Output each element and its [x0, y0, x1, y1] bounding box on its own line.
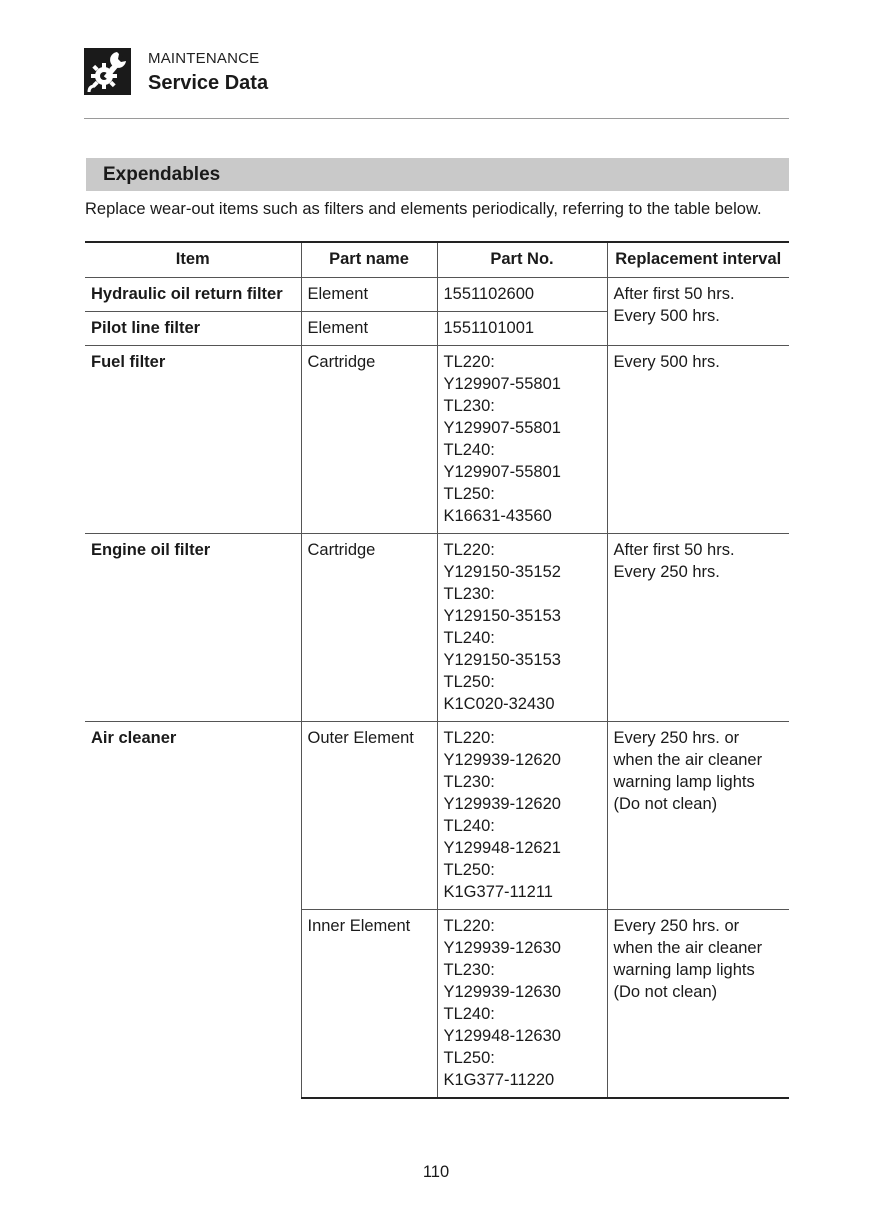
item-cell: Fuel filter: [85, 346, 301, 534]
item-cell: Air cleaner: [85, 722, 301, 1099]
part-no-cell: [437, 534, 607, 722]
interval-cell: [607, 910, 789, 1099]
interval-line: Every 250 hrs.: [613, 563, 720, 581]
interval-line: warning lamp lights: [613, 961, 755, 979]
part-no-line: Y129150-35153: [443, 651, 561, 669]
section-label: MAINTENANCE: [148, 50, 260, 67]
part-no-line: Y129948-12621: [443, 839, 561, 857]
interval-cell: [607, 278, 789, 346]
part-no-line: TL250:: [443, 1049, 495, 1067]
part-no-cell: [437, 312, 607, 346]
part-no-cell: [437, 346, 607, 534]
column-header-replacement-interval: Replacement interval: [607, 242, 789, 278]
header-divider: [84, 118, 789, 119]
page-number: 110: [422, 1163, 450, 1181]
page-title: Service Data: [148, 72, 269, 94]
part-no-cell: [437, 910, 607, 1099]
interval-line: After first 50 hrs.: [613, 541, 735, 559]
part-no-line: 1551101001: [443, 319, 535, 337]
table-row: [85, 722, 789, 910]
interval-cell: [607, 534, 789, 722]
interval-line: warning lamp lights: [613, 773, 755, 791]
part-no-line: TL230:: [443, 397, 495, 415]
part-no-line: TL240:: [443, 1005, 495, 1023]
part-no-line: 1551102600: [443, 285, 535, 303]
item-cell: Hydraulic oil return filter: [85, 278, 301, 312]
part-name-cell: Element: [301, 312, 437, 346]
table-row: [85, 278, 789, 312]
expendables-table: [85, 241, 789, 1099]
part-no-line: TL240:: [443, 817, 495, 835]
part-no-line: Y129150-35152: [443, 563, 561, 581]
part-name-cell: Element: [301, 278, 437, 312]
part-no-line: Y129948-12630: [443, 1027, 561, 1045]
section-heading: Expendables: [103, 164, 221, 185]
section-heading-bar: [86, 158, 789, 191]
part-no-line: Y129907-55801: [443, 375, 561, 393]
column-header-part-name: Part name: [301, 242, 437, 278]
part-no-cell: [437, 278, 607, 312]
interval-line: Every 500 hrs.: [613, 353, 720, 371]
part-no-line: Y129939-12620: [443, 751, 561, 769]
part-no-line: K16631-43560: [443, 507, 552, 525]
part-no-line: Y129939-12620: [443, 795, 561, 813]
part-no-line: TL220:: [443, 541, 495, 559]
part-no-line: TL240:: [443, 629, 495, 647]
interval-cell: [607, 722, 789, 910]
interval-line: when the air cleaner: [613, 751, 763, 769]
interval-line: Every 250 hrs. or: [613, 917, 740, 935]
column-header-part-no: Part No.: [437, 242, 607, 278]
part-no-line: TL250:: [443, 861, 495, 879]
part-no-line: TL220:: [443, 729, 495, 747]
item-cell: Engine oil filter: [85, 534, 301, 722]
part-no-line: Y129150-35153: [443, 607, 561, 625]
part-name-cell: Inner Element: [301, 910, 437, 1099]
table-row: [85, 534, 789, 722]
part-no-line: K1G377-11211: [443, 883, 553, 901]
part-name-cell: Cartridge: [301, 534, 437, 722]
part-name-cell: Outer Element: [301, 722, 437, 910]
wrench-gear-icon: [84, 48, 131, 95]
interval-line: Every 250 hrs. or: [613, 729, 740, 747]
interval-line: After first 50 hrs.: [613, 285, 735, 303]
part-no-line: Y129939-12630: [443, 983, 561, 1001]
part-no-line: TL230:: [443, 961, 495, 979]
part-no-line: TL230:: [443, 585, 495, 603]
part-no-line: Y129907-55801: [443, 463, 561, 481]
interval-line: (Do not clean): [613, 983, 718, 1001]
table-header-row: [85, 242, 789, 278]
part-no-line: K1G377-11220: [443, 1071, 555, 1089]
interval-line: when the air cleaner: [613, 939, 763, 957]
part-no-cell: [437, 722, 607, 910]
part-name-cell: Cartridge: [301, 346, 437, 534]
part-no-line: Y129939-12630: [443, 939, 561, 957]
table-body: [85, 278, 789, 1099]
part-no-line: TL220:: [443, 917, 495, 935]
interval-cell: [607, 346, 789, 534]
part-no-line: TL240:: [443, 441, 495, 459]
table-row: [85, 346, 789, 534]
part-no-line: TL230:: [443, 773, 495, 791]
intro-paragraph: Replace wear-out items such as filters and elements periodically, referring to the table below.: [85, 200, 762, 218]
interval-line: Every 500 hrs.: [613, 307, 720, 325]
item-cell: Pilot line filter: [85, 312, 301, 346]
interval-line: (Do not clean): [613, 795, 718, 813]
column-header-item: Item: [85, 242, 301, 278]
part-no-line: TL250:: [443, 673, 495, 691]
part-no-line: TL250:: [443, 485, 495, 503]
part-no-line: TL220:: [443, 353, 495, 371]
part-no-line: Y129907-55801: [443, 419, 561, 437]
part-no-line: K1C020-32430: [443, 695, 555, 713]
